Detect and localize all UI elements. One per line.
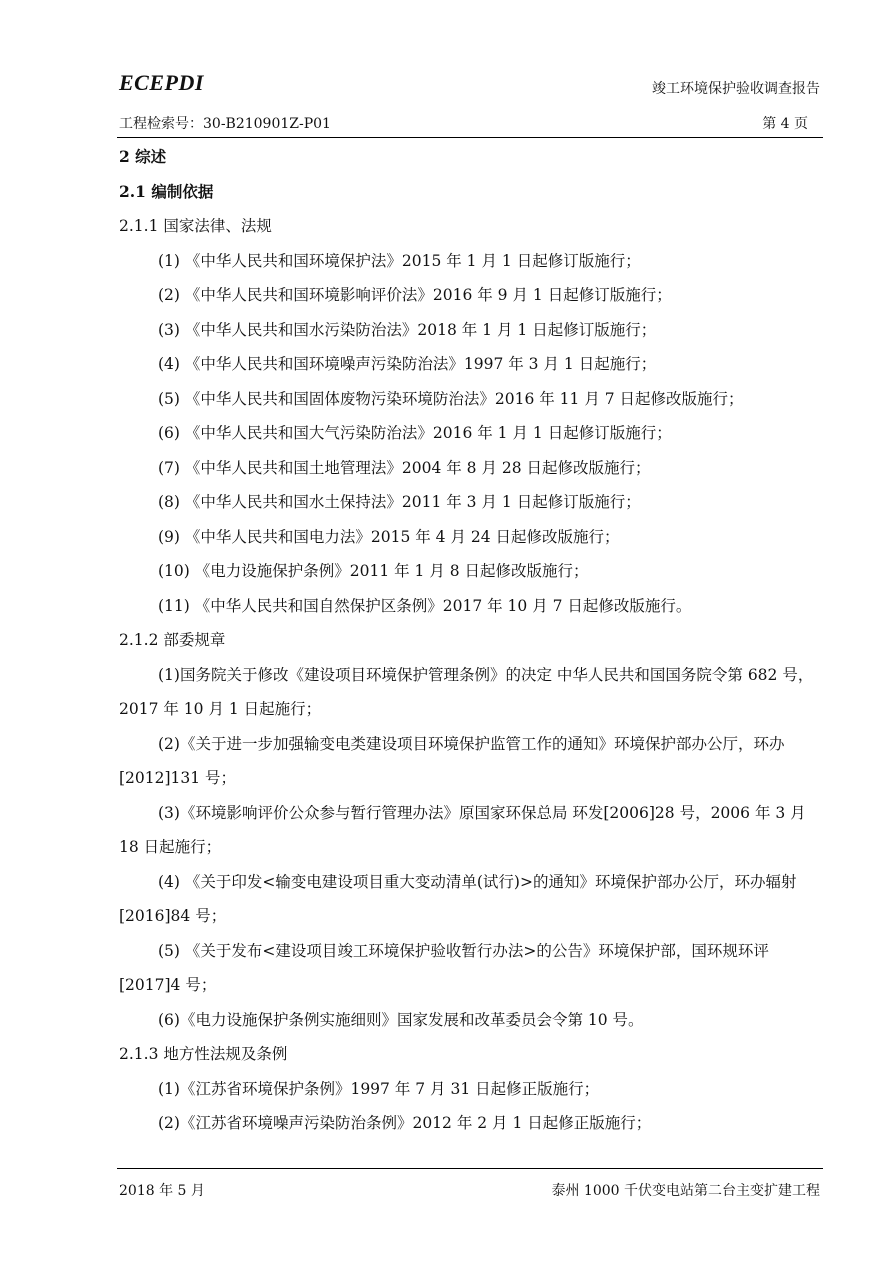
list-item: (3) 《中华人民共和国水污染防治法》2018 年 1 月 1 日起修订版施行； [158, 320, 657, 339]
footer-project-name: 泰州 1000 千伏变电站第二台主变扩建工程 [551, 1183, 820, 1199]
list-item: (2)《关于进一步加强输变电类建设项目环境保护监管工作的通知》环境保护部办公厅，环办[2012]131 号； [119, 734, 785, 787]
list-item: (5) 《中华人民共和国固体废物污染环境防治法》2016 年 11 月 7 日起修改版施行； [158, 389, 744, 408]
subsection-heading-local: 2.1.3 地方性法规及条例 [119, 1045, 288, 1063]
list-item: (6)《电力设施保护条例实施细则》国家发展和改革委员会令第 10 号。 [158, 1010, 644, 1029]
header-divider [117, 137, 823, 138]
list-item: (1)《江苏省环境保护条例》1997 年 7 月 31 日起修正版施行； [158, 1079, 600, 1098]
report-title: 竣工环境保护验收调查报告 [652, 81, 820, 97]
list-item: (10) 《电力设施保护条例》2011 年 1 月 8 日起修改版施行； [158, 562, 589, 580]
list-item: (2)《江苏省环境噪声污染防治条例》2012 年 2 月 1 日起修正版施行； [158, 1114, 652, 1132]
list-item: (8) 《中华人民共和国水土保持法》2011 年 3 月 1 日起修订版施行； [158, 493, 641, 511]
subsection-heading-laws: 2.1.1 国家法律、法规 [119, 217, 272, 235]
project-index-number: 工程检索号：30-B210901Z-P01 [119, 116, 331, 132]
list-item: (4) 《中华人民共和国环境噪声污染防治法》1997 年 3 月 1 日起施行； [158, 355, 657, 373]
list-item: (6) 《中华人民共和国大气污染防治法》2016 年 1 月 1 日起修订版施行； [158, 424, 672, 442]
footer-date: 2018 年 5 月 [119, 1183, 205, 1199]
list-item: (11) 《中华人民共和国自然保护区条例》2017 年 10 月 7 日起修改版施行。 [158, 596, 692, 615]
list-item: (2) 《中华人民共和国环境影响评价法》2016 年 9 月 1 日起修订版施行； [158, 286, 672, 304]
company-logo: ECEPDI [119, 70, 204, 95]
list-item: (1)国务院关于修改《建设项目环境保护管理条例》的决定 中华人民共和国国务院令第 682 号，2017 年 10 月 1 日起施行； [119, 665, 814, 718]
list-item: (1) 《中华人民共和国环境保护法》2015 年 1 月 1 日起修订版施行； [158, 251, 641, 270]
subsection-heading-regulations: 2.1.2 部委规章 [119, 631, 226, 649]
list-item: (3)《环境影响评价公众参与暂行管理办法》原国家环保总局 环发[2006]28 号，2006 年 3 月 18 日起施行； [119, 803, 806, 856]
list-item: (5) 《关于发布<建设项目竣工环境保护验收暂行办法>的公告》环境保护部，国环规环评[2017]4 号； [119, 941, 769, 994]
section-heading: 2.1 编制依据 [119, 181, 214, 201]
list-item: (7) 《中华人民共和国土地管理法》2004 年 8 月 28 日起修改版施行； [158, 458, 651, 477]
page-number: 第 4 页 [762, 116, 808, 132]
list-item: (4) 《关于印发<输变电建设项目重大变动清单(试行)>的通知》环境保护部办公厅，环办辐射[2016]84 号； [119, 872, 797, 925]
footer-divider [117, 1168, 823, 1169]
chapter-heading: 2 综述 [119, 147, 167, 166]
list-item: (9) 《中华人民共和国电力法》2015 年 4 月 24 日起修改版施行； [158, 527, 620, 546]
page-body [119, 140, 821, 1141]
